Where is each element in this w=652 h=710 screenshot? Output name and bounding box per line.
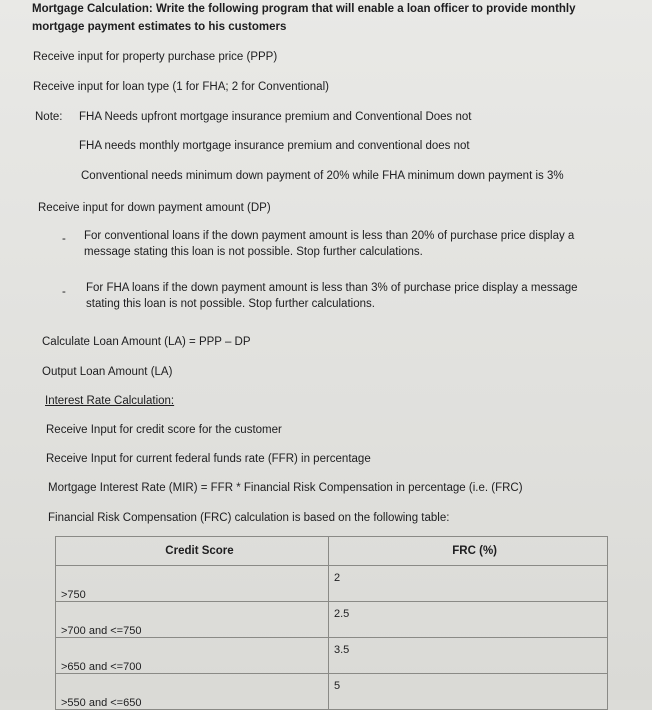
mir-formula-text: Mortgage Interest Rate (MIR) = FFR * Financial Risk Compensation in percentage (i.e. (FRC)	[48, 482, 523, 494]
frc-intro-text: Financial Risk Compensation (FRC) calculation is based on the following table:	[48, 512, 450, 524]
input-ffr-text: Receive Input for current federal funds rate (FFR) in percentage	[46, 453, 371, 465]
credit-score-cell: >700 and <=750	[56, 602, 329, 638]
credit-score-cell: >650 and <=700	[56, 638, 329, 674]
frc-cell: 2	[329, 566, 608, 602]
heading-line-2: mortgage payment estimates to his customers	[32, 21, 287, 33]
frc-cell: 2.5	[329, 602, 608, 638]
note-line-1: FHA Needs upfront mortgage insurance premium and Conventional Does not	[79, 111, 472, 123]
heading-line-1: Mortgage Calculation: Write the following program that will enable a loan officer to provide monthly	[32, 3, 576, 15]
note-line-2: FHA needs monthly mortgage insurance premium and conventional does not	[79, 140, 470, 152]
bullet-fha: For FHA loans if the down payment amount is less than 3% of purchase price display a message stating this loan is not possible. Stop further calculations.	[86, 282, 578, 310]
input-dp-text: Receive input for down payment amount (DP)	[38, 202, 271, 214]
input-ppp-text: Receive input for property purchase price (PPP)	[33, 51, 278, 63]
input-credit-score-text: Receive Input for credit score for the customer	[46, 424, 282, 436]
credit-score-cell: >550 and <=650	[56, 674, 329, 710]
table-row	[56, 638, 608, 674]
credit-score-cell: >750	[56, 566, 329, 602]
table-row	[56, 602, 608, 638]
frc-cell: 5	[329, 674, 608, 710]
bullet-dash: -	[62, 233, 66, 245]
bullet-dash: -	[62, 286, 66, 298]
table-row	[56, 566, 608, 602]
table-header-row	[56, 537, 608, 566]
frc-table	[55, 536, 608, 710]
note-line-3: Conventional needs minimum down payment of 20% while FHA minimum down payment is 3%	[81, 170, 564, 182]
frc-cell: 3.5	[329, 638, 608, 674]
bullet-conventional: For conventional loans if the down payment amount is less than 20% of purchase price display a message stating this loan is not possible. Stop further calculations.	[84, 230, 575, 258]
table-header-credit-score: Credit Score	[56, 537, 329, 566]
output-loan-amount-text: Output Loan Amount (LA)	[42, 366, 173, 378]
table-header-frc: FRC (%)	[329, 537, 608, 566]
interest-rate-heading: Interest Rate Calculation:	[45, 395, 175, 407]
note-label: Note:	[35, 111, 63, 123]
table-row	[56, 674, 608, 710]
input-loan-type-text: Receive input for loan type (1 for FHA; 2 for Conventional)	[33, 81, 329, 93]
calc-loan-amount-text: Calculate Loan Amount (LA) = PPP – DP	[42, 336, 251, 348]
